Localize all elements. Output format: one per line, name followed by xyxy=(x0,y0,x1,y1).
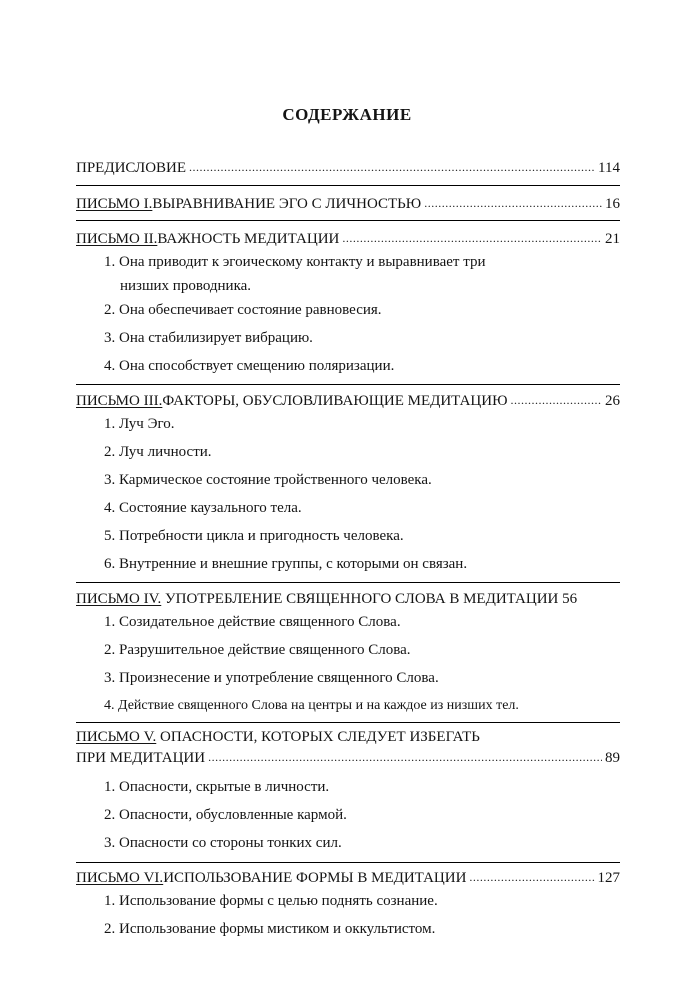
letter-title-continued: ПРИ МЕДИТАЦИИ xyxy=(76,750,206,766)
list-item: 1. Использование формы с целью поднять сознание. xyxy=(104,893,438,909)
leader-dots xyxy=(424,194,602,212)
separator xyxy=(76,582,620,583)
list-item: 2. Луч личности. xyxy=(104,444,212,460)
list-item: 3. Кармическое состояние тройственного человека. xyxy=(104,472,432,488)
letter-title: УПОТРЕБЛЕНИЕ СВЯЩЕННОГО СЛОВА В МЕДИТАЦИИ xyxy=(161,591,559,607)
letter-title: ОПАСНОСТИ, КОТОРЫХ СЛЕДУЕТ ИЗБЕГАТЬ xyxy=(156,729,480,745)
letter-title: ИСПОЛЬЗОВАНИЕ ФОРМЫ В МЕДИТАЦИИ xyxy=(163,870,467,886)
separator xyxy=(76,862,620,863)
separator xyxy=(76,384,620,385)
letter-title: ВАЖНОСТЬ МЕДИТАЦИИ xyxy=(157,231,340,247)
list-item: 4. Действие священного Слова на центры и на каждое из низших тел. xyxy=(104,698,519,713)
page-title: СОДЕРЖАНИЕ xyxy=(282,105,412,124)
letter-number: ПИСЬМО V. xyxy=(76,729,157,745)
page-number: 114 xyxy=(598,160,620,176)
list-item: 4. Состояние каузального тела. xyxy=(104,500,302,516)
list-item: 1. Она приводит к эгоическому контакту и выравнивает три низших проводника. xyxy=(104,254,486,294)
list-item: 5. Потребности цикла и пригодность человека. xyxy=(104,528,404,544)
page-number: 21 xyxy=(605,231,620,247)
leader-dots xyxy=(342,229,602,247)
list-item: 4. Она способствует смещению поляризации. xyxy=(104,358,395,374)
list-item: 1. Луч Эго. xyxy=(104,416,175,432)
entry-label: ПРЕДИСЛОВИЕ xyxy=(76,160,187,176)
leader-dots xyxy=(469,868,594,886)
list-item: 3. Произнесение и употребление священного Слова. xyxy=(104,670,439,686)
list-item: 1. Опасности, скрытые в личности. xyxy=(104,779,330,795)
leader-dots xyxy=(511,391,602,409)
list-item: 1. Созидательное действие священного Слова. xyxy=(104,614,401,630)
toc-entry-letter-2[interactable] xyxy=(76,230,620,248)
list-item: 3. Она стабилизирует вибрацию. xyxy=(104,330,313,346)
toc-entry-letter-1[interactable] xyxy=(76,195,620,213)
list-item: 2. Она обеспечивает состояние равновесия. xyxy=(104,302,382,318)
toc-entry-letter-3[interactable] xyxy=(76,392,620,410)
list-item: 3. Опасности со стороны тонких сил. xyxy=(104,835,342,851)
page-number: 56 xyxy=(562,591,578,607)
leader-dots xyxy=(189,158,595,176)
toc-entry-preface[interactable] xyxy=(76,159,620,177)
list-item: 6. Внутренние и внешние группы, с которыми он связан. xyxy=(104,556,468,572)
letter-title: ФАКТОРЫ, ОБУСЛОВЛИВАЮЩИЕ МЕДИТАЦИЮ xyxy=(162,393,508,409)
toc-entry-letter-4[interactable] xyxy=(76,590,620,608)
list-item: 2. Разрушительное действие священного Слова. xyxy=(104,642,411,658)
letter-number: ПИСЬМО I. xyxy=(76,196,153,212)
page-number: 26 xyxy=(605,393,620,409)
toc-entry-letter-5[interactable] xyxy=(76,728,620,767)
letter-number: ПИСЬМО III. xyxy=(76,393,163,409)
page-number: 16 xyxy=(605,196,620,212)
letter-title: ВЫРАВНИВАНИЕ ЭГО С ЛИЧНОСТЬЮ xyxy=(152,196,422,212)
separator xyxy=(76,722,620,723)
page-number: 127 xyxy=(597,870,620,886)
list-item: 2. Использование формы мистиком и оккультистом. xyxy=(104,921,436,937)
page-number: 89 xyxy=(605,750,620,766)
letter-number: ПИСЬМО VI. xyxy=(76,870,164,886)
letter-number: ПИСЬМО IV. xyxy=(76,591,162,607)
separator xyxy=(76,185,620,186)
separator xyxy=(76,220,620,221)
list-item: 2. Опасности, обусловленные кармой. xyxy=(104,807,347,823)
letter-number: ПИСЬМО II. xyxy=(76,231,158,247)
toc-entry-letter-6[interactable] xyxy=(76,869,620,887)
leader-dots xyxy=(208,748,602,766)
